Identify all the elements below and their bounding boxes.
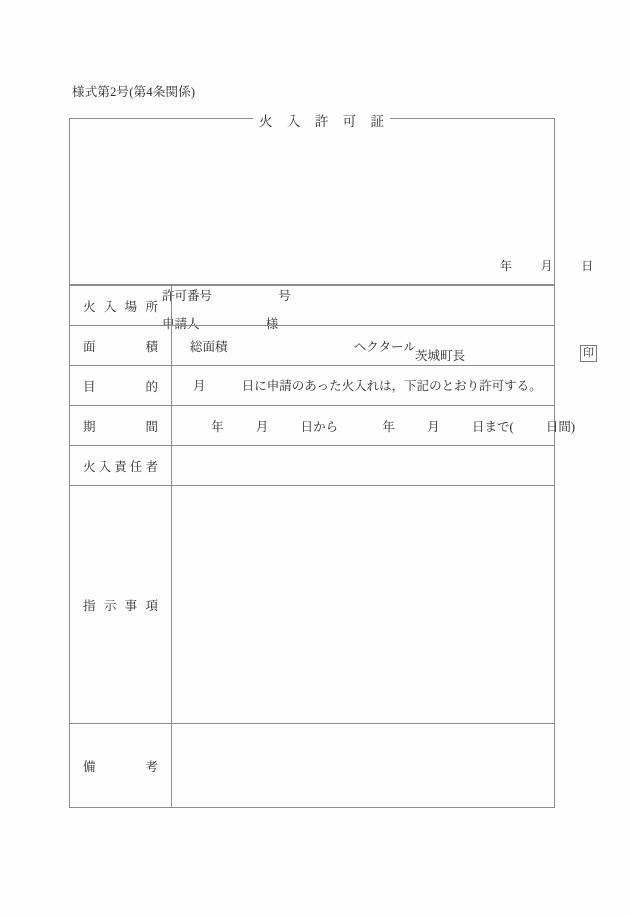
period-end-day: 日まで( [471, 419, 514, 434]
row-label-responsible-person: 火入責任者 [70, 446, 172, 486]
table-row-instructions [70, 486, 555, 724]
applicant-label: 申請人 [162, 317, 200, 331]
period-start-month: 月 [255, 419, 269, 434]
row-label-area: 面積 [70, 326, 172, 366]
row-value-remarks[interactable] [172, 724, 555, 808]
row-value-period[interactable] [172, 406, 576, 446]
issue-date-line [500, 257, 593, 274]
area-unit: ヘクタール [353, 339, 416, 354]
issue-date-month: 月 [540, 259, 553, 273]
permit-number-label: 許可番号 [162, 289, 213, 303]
row-value-location[interactable] [172, 286, 555, 326]
row-label-remarks: 備考 [70, 724, 172, 808]
row-value-responsible-person[interactable] [172, 446, 555, 486]
period-days-unit: 日間) [545, 419, 576, 434]
table-row-area [70, 326, 555, 366]
permit-details-table [69, 285, 576, 808]
statement-month: 月 [193, 379, 206, 393]
period-start-day: 日から [300, 419, 339, 434]
period-end-month: 月 [427, 419, 440, 434]
row-value-purpose[interactable] [172, 366, 555, 406]
form-number-label: 様式第2号(第4条関係) [72, 85, 196, 99]
issue-date-day: 日 [581, 259, 594, 273]
issue-date-year: 年 [500, 259, 513, 273]
row-label-instructions: 指示事項 [70, 486, 172, 724]
table-row-purpose [70, 366, 555, 406]
row-label-purpose: 目的 [70, 366, 172, 406]
issuer-name: 茨城町長 [415, 349, 466, 363]
row-label-period: 期間 [70, 406, 172, 446]
table-row-responsible-person [70, 446, 555, 486]
applicant-honorific: 様 [265, 317, 279, 331]
row-value-area[interactable] [172, 326, 555, 366]
seal-stamp-icon: 印 [580, 345, 597, 362]
page-title: 火 入 許 可 証 [253, 110, 390, 130]
statement-text: 日に申請のあった火入れは，下記のとおり許可する。 [241, 379, 542, 393]
period-end-year: 年 [382, 419, 395, 434]
total-area-label: 総面積 [190, 339, 228, 354]
table-row-period [70, 406, 555, 446]
period-start-year: 年 [211, 419, 224, 434]
row-value-instructions[interactable] [172, 486, 555, 724]
table-row-remarks [70, 724, 555, 808]
permit-number-unit: 号 [278, 289, 291, 303]
table-row-location [70, 286, 555, 326]
row-label-location: 火入場所 [70, 286, 172, 326]
